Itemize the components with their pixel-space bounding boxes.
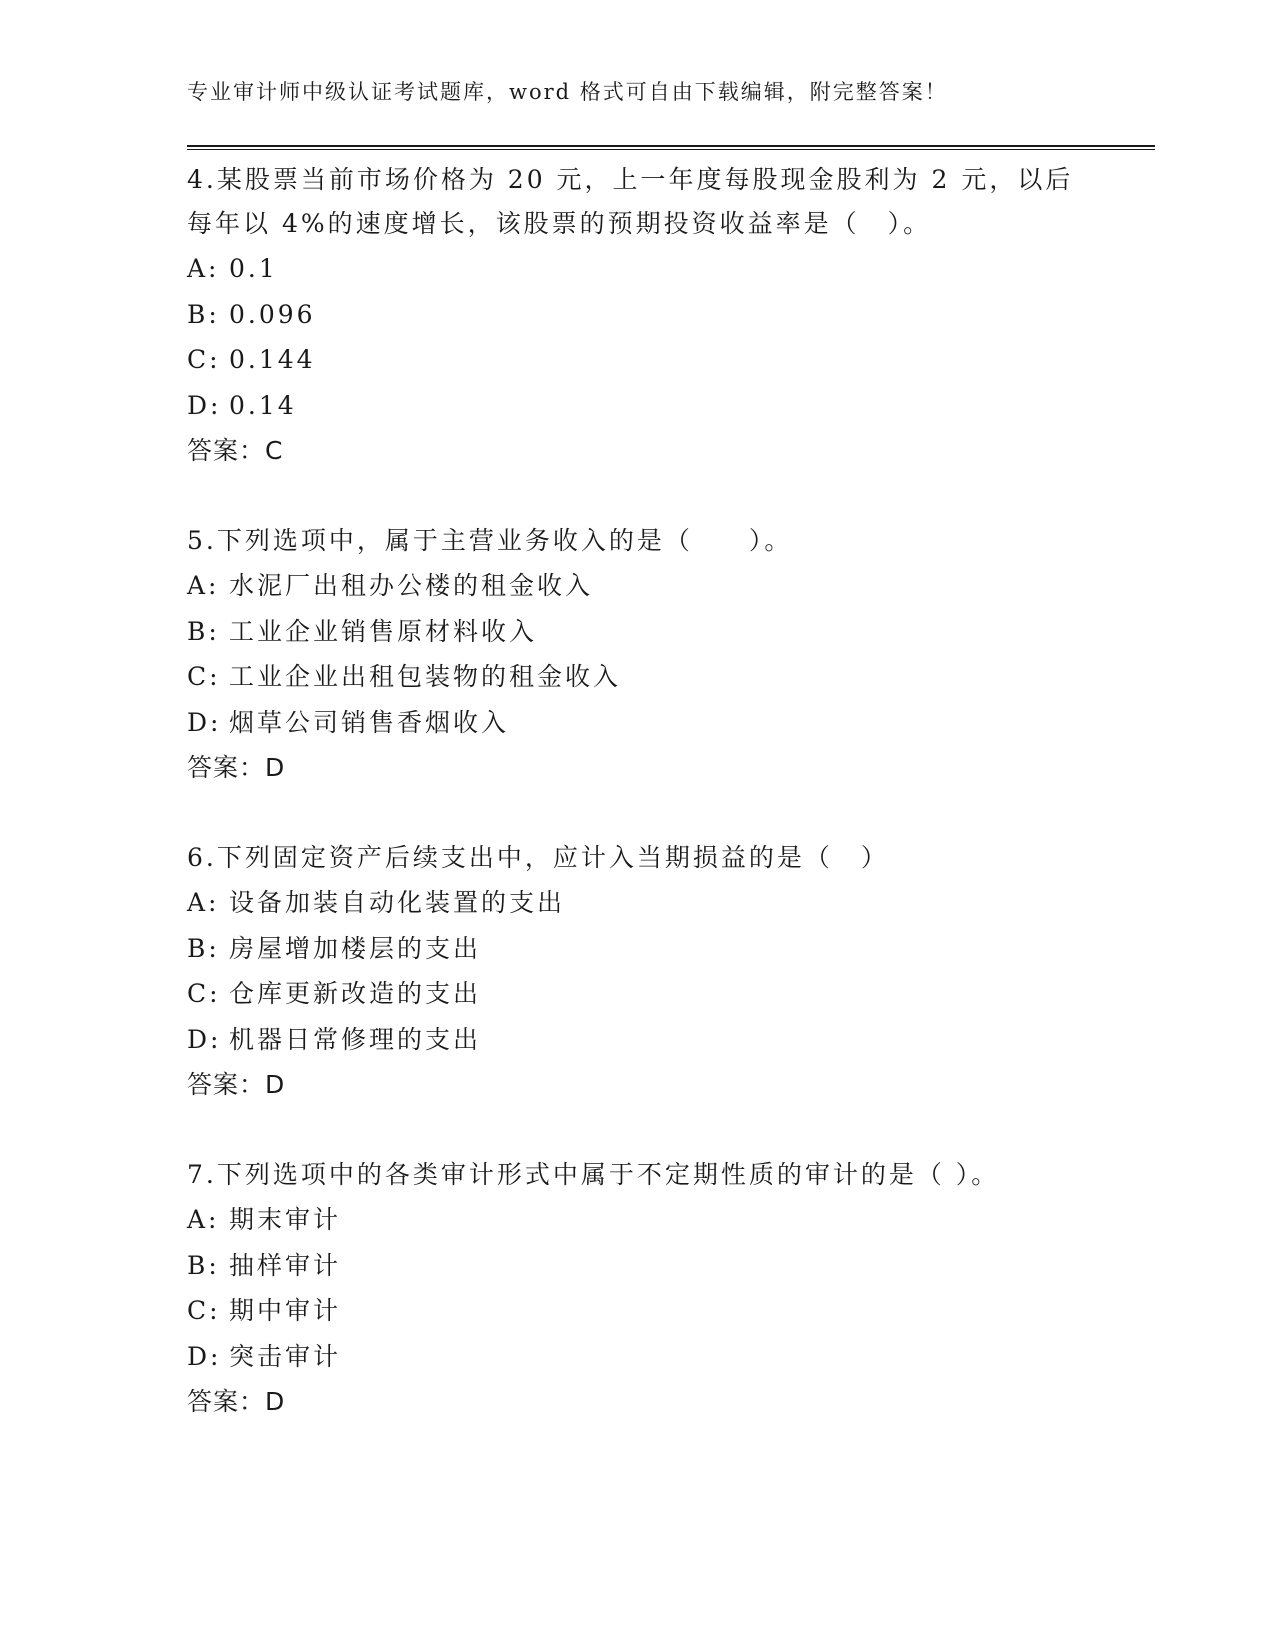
page-header: 专业审计师中级认证考试题库，word 格式可自由下载编辑，附完整答案！ — [187, 80, 948, 104]
option-text: 工业企业销售原材料收入 — [229, 616, 538, 646]
option-text: 期中审计 — [229, 1296, 342, 1325]
option-letter: A: — [187, 571, 220, 600]
option-text: 仓库更新改造的支出 — [229, 979, 482, 1008]
answer: 答案：D — [187, 1070, 286, 1099]
option-d — [187, 700, 1087, 746]
option-a — [187, 563, 1087, 609]
option-a — [187, 1197, 1087, 1243]
question-5 — [187, 519, 1087, 791]
option-c — [187, 337, 1087, 383]
answer: 答案：D — [187, 1387, 286, 1416]
option-c — [187, 1288, 1087, 1334]
question-stem: 4.某股票当前市场价格为 20 元，上一年度每股现金股利为 2 元，以后每年以 4%的速度增长，该股票的预期投资收益率是（ ）。 — [187, 165, 1074, 238]
option-text: 突击审计 — [229, 1341, 342, 1371]
option-d — [187, 1334, 1087, 1380]
option-letter: A: — [187, 1205, 220, 1234]
option-letter: D: — [187, 1024, 222, 1054]
option-text: 水泥厂出租办公楼的租金收入 — [229, 571, 594, 600]
question-4 — [187, 158, 1087, 474]
option-text: 期末审计 — [229, 1205, 342, 1234]
option-text: 房屋增加楼层的支出 — [229, 933, 482, 963]
question-list — [187, 158, 1087, 1470]
option-text: 0.144 — [229, 345, 316, 374]
option-a — [187, 246, 1087, 292]
header-divider — [187, 145, 1155, 150]
option-letter: B: — [187, 616, 220, 646]
option-d — [187, 1017, 1087, 1063]
option-letter: D: — [187, 707, 222, 737]
question-6 — [187, 836, 1087, 1108]
option-letter: A: — [187, 888, 220, 917]
answer: 答案：D — [187, 753, 286, 782]
question-7 — [187, 1153, 1087, 1425]
option-b — [187, 1243, 1087, 1289]
question-stem: 7.下列选项中的各类审计形式中属于不定期性质的审计的是（ ）。 — [187, 1160, 1000, 1189]
option-letter: B: — [187, 299, 220, 329]
option-letter: A: — [187, 254, 220, 283]
option-letter: D: — [187, 1341, 222, 1371]
option-text: 烟草公司销售香烟收入 — [229, 707, 510, 737]
option-c — [187, 654, 1087, 700]
option-a — [187, 880, 1087, 926]
option-b — [187, 609, 1087, 655]
option-letter: C: — [187, 662, 221, 691]
option-letter: C: — [187, 979, 221, 1008]
option-letter: D: — [187, 390, 222, 420]
answer: 答案：C — [187, 436, 284, 465]
option-letter: B: — [187, 933, 220, 963]
option-d — [187, 383, 1087, 429]
option-letter: C: — [187, 345, 221, 374]
option-letter: B: — [187, 1250, 220, 1280]
option-text: 抽样审计 — [229, 1250, 342, 1280]
option-text: 机器日常修理的支出 — [229, 1024, 482, 1054]
option-c — [187, 971, 1087, 1017]
option-text: 0.14 — [229, 390, 297, 420]
option-text: 0.1 — [229, 254, 278, 283]
question-stem: 6.下列固定资产后续支出中，应计入当期损益的是（ ） — [187, 843, 889, 872]
option-letter: C: — [187, 1296, 221, 1325]
option-text: 0.096 — [229, 299, 316, 329]
option-text: 工业企业出租包装物的租金收入 — [229, 662, 622, 691]
question-stem: 5.下列选项中，属于主营业务收入的是（ ）。 — [187, 526, 793, 555]
option-text: 设备加装自动化装置的支出 — [229, 888, 566, 917]
option-b — [187, 292, 1087, 338]
option-b — [187, 926, 1087, 972]
